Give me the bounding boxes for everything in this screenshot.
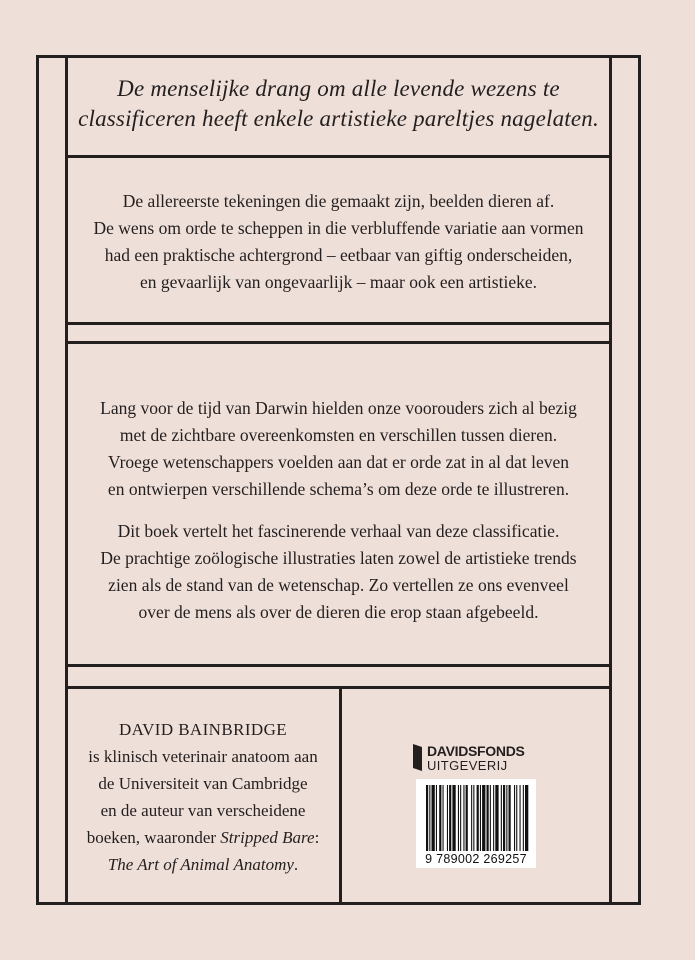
barcode-bar bbox=[426, 785, 428, 851]
barcode-bar bbox=[443, 785, 444, 851]
bio-punct: : bbox=[314, 828, 320, 847]
bio-punct: . bbox=[293, 855, 299, 874]
book-title: The Art of Animal Anatomy bbox=[107, 855, 294, 874]
publisher-logo bbox=[413, 743, 543, 777]
barcode-bar bbox=[449, 785, 451, 851]
description-paragraph-1 bbox=[70, 395, 607, 503]
description-line: Lang voor de tijd van Darwin hielden onze voorouders zich al bezig bbox=[100, 398, 577, 418]
description-line: en ontwierpen verschillende schema’s om deze orde te illustreren. bbox=[107, 479, 570, 499]
barcode-bar bbox=[509, 785, 511, 851]
barcode-bar bbox=[525, 785, 528, 851]
description-line: met de zichtbare overeenkomsten en verschillen tussen dieren. bbox=[119, 425, 558, 445]
barcode-bar bbox=[439, 785, 441, 851]
bio-text: boeken, waaronder bbox=[86, 828, 221, 847]
description-line: over de mens als over de dieren die erop staan afgebeeld. bbox=[138, 602, 539, 622]
publisher-mark-icon bbox=[413, 744, 424, 772]
intro-line: had een praktische achtergrond – eetbaar van giftig onderscheiden, bbox=[104, 245, 573, 265]
book-title: Stripped Bare bbox=[220, 828, 315, 847]
barcode-bar bbox=[501, 785, 502, 851]
intro-line: De allereerste tekeningen die gemaakt zijn, beelden dieren af. bbox=[122, 191, 555, 211]
barcode-bar bbox=[503, 785, 505, 851]
tagline-quote bbox=[70, 74, 607, 134]
barcode-bar bbox=[458, 785, 459, 851]
description-paragraph-2 bbox=[70, 518, 607, 626]
barcode-bar bbox=[487, 785, 489, 851]
bio-line bbox=[70, 824, 336, 851]
barcode-bar bbox=[520, 785, 521, 851]
barcode-bar bbox=[471, 785, 472, 851]
author-bio bbox=[70, 716, 336, 878]
intro-paragraph bbox=[70, 188, 607, 296]
barcode-bar bbox=[447, 785, 448, 851]
intro-line: en gevaarlijk van ongevaarlijk – maar ook een artistieke. bbox=[140, 272, 537, 292]
barcode-bar bbox=[514, 785, 515, 851]
author-box-divider bbox=[339, 686, 342, 905]
barcode-bar bbox=[493, 785, 494, 851]
bio-line: en de auteur van verscheidene bbox=[100, 801, 306, 820]
barcode-bar bbox=[506, 785, 507, 851]
barcode-bar bbox=[495, 785, 498, 851]
barcode-bar bbox=[516, 785, 517, 851]
barcode-bar bbox=[429, 785, 430, 851]
bio-line bbox=[70, 851, 336, 878]
description-text bbox=[70, 395, 607, 626]
barcode-bar bbox=[473, 785, 474, 851]
barcode-bar bbox=[460, 785, 461, 851]
barcode-bar bbox=[463, 785, 464, 851]
barcode-bar bbox=[432, 785, 435, 851]
bio-line: is klinisch veterinair anatoom aan bbox=[88, 747, 318, 766]
barcode-bar bbox=[523, 785, 524, 851]
publisher-name: DAVIDSFONDS bbox=[427, 743, 525, 759]
isbn-barcode bbox=[416, 779, 536, 868]
description-line: De prachtige zoölogische illustraties laten zowel de artistieke trends bbox=[100, 548, 577, 568]
quote-line: classificeren heeft enkele artistieke pareltjes nagelaten. bbox=[78, 106, 599, 131]
description-line: zien als de stand van de wetenschap. Zo vertellen ze ons evenveel bbox=[108, 575, 569, 595]
quote-line: De menselijke drang om alle levende wezens te bbox=[117, 76, 560, 101]
barcode-bar bbox=[466, 785, 468, 851]
barcode-bar bbox=[436, 785, 437, 851]
intro-line: De wens om orde te scheppen in die verbluffende variatie aan vormen bbox=[93, 218, 584, 238]
barcode-bar bbox=[490, 785, 491, 851]
intro-divider bbox=[65, 322, 612, 325]
quote-divider bbox=[65, 155, 612, 158]
barcode-bar bbox=[477, 785, 479, 851]
author-name: DAVID BAINBRIDGE bbox=[118, 720, 288, 739]
barcode-bars-icon bbox=[416, 779, 536, 853]
bio-line: de Universiteit van Cambridge bbox=[98, 774, 308, 793]
barcode-bar bbox=[452, 785, 455, 851]
barcode-bar bbox=[482, 785, 485, 851]
barcode-bar bbox=[480, 785, 481, 851]
description-line: Dit boek vertelt het fascinerende verhaal van deze classificatie. bbox=[117, 521, 560, 541]
publisher-subtitle: UITGEVERIJ bbox=[427, 758, 508, 773]
description-line: Vroege wetenschappers voelden aan dat er orde zat in al dat leven bbox=[107, 452, 570, 472]
isbn-digits: 9 789002 269257 bbox=[425, 852, 527, 866]
